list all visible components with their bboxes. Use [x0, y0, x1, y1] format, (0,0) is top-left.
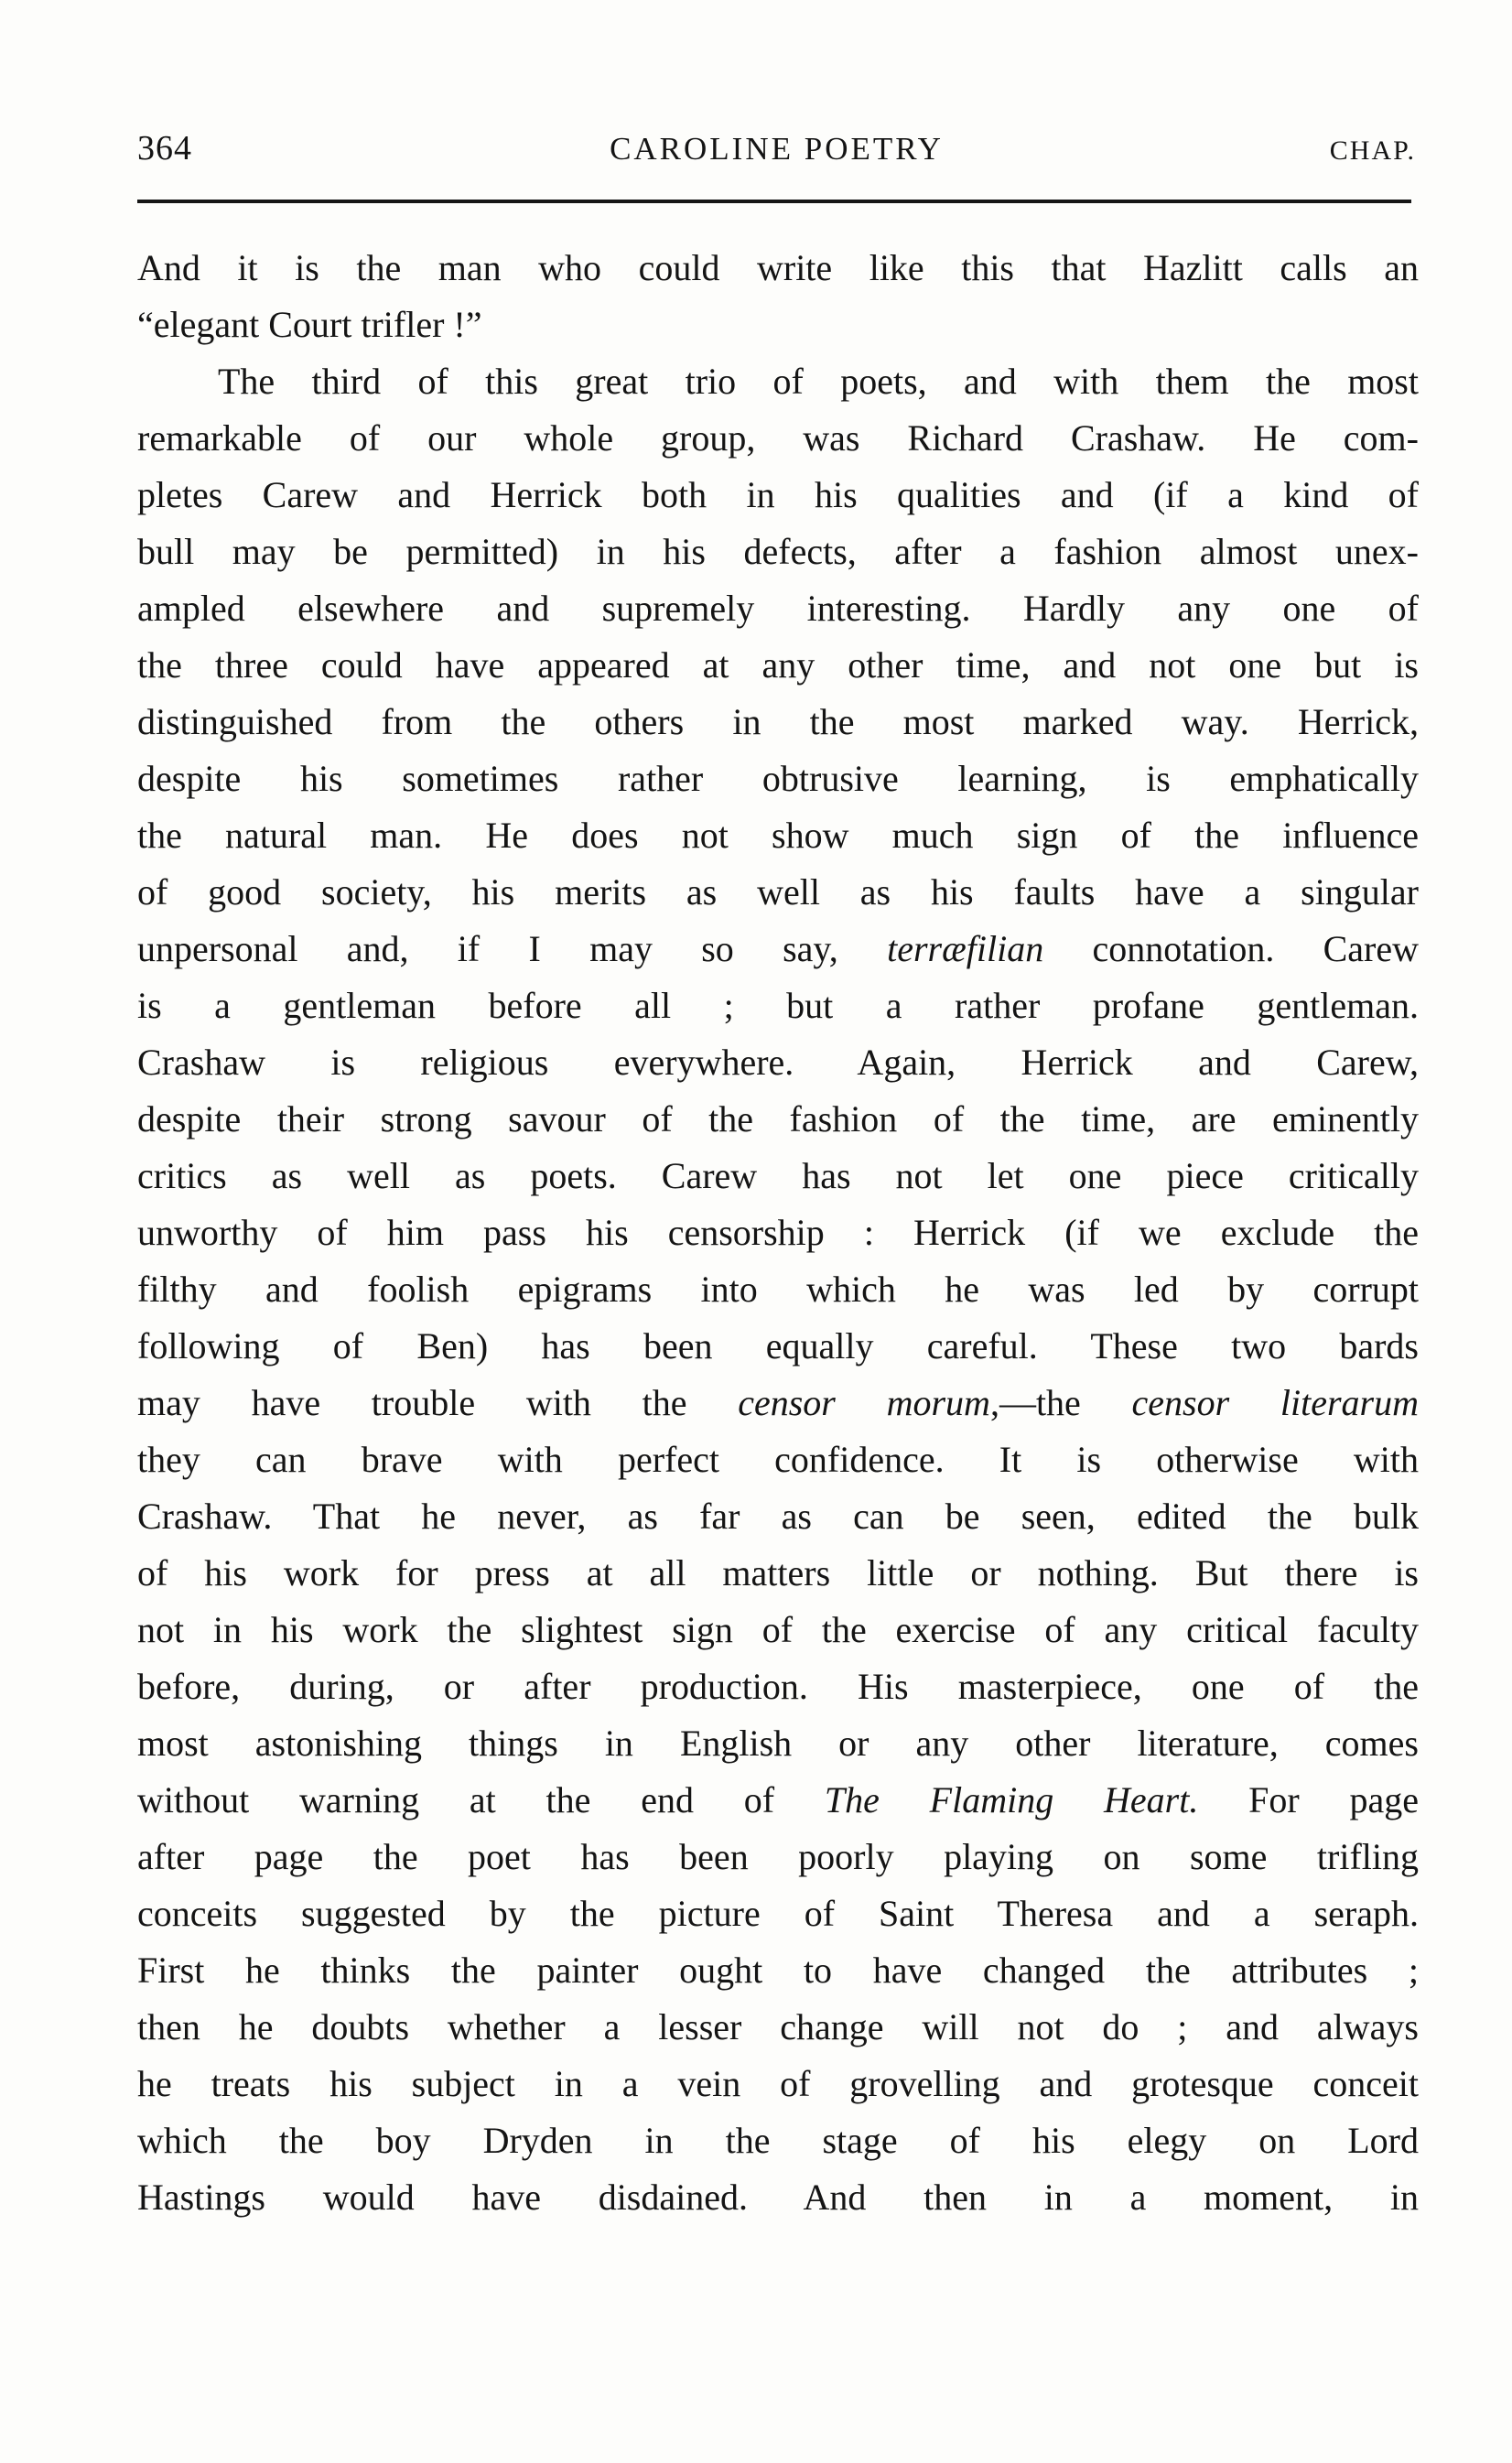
text-line: most astonishing things in English or any other literature, comes [137, 1723, 1419, 1764]
page-body [137, 240, 1419, 2226]
text-line: following of Ben) has been equally careful. These two bards [137, 1325, 1419, 1367]
text-line: not in his work the slightest sign of the exercise of any critical faculty [137, 1609, 1419, 1650]
text-line: of good society, his merits as well as his faults have a singular [137, 871, 1419, 913]
text-line: Crashaw is religious everywhere. Again, Herrick and Carew, [137, 1042, 1419, 1083]
text-line: ampled elsewhere and supremely interesting. Hardly any one of [137, 588, 1419, 629]
text-line: after page the poet has been poorly playing on some trifling [137, 1836, 1419, 1877]
text-line: pletes Carew and Herrick both in his qualities and (if a kind of [137, 474, 1419, 515]
text-line: Hastings would have disdained. And then in a moment, in [137, 2177, 1419, 2218]
text-line: they can brave with perfect confidence. It is otherwise with [137, 1439, 1419, 1480]
page-number: 364 [137, 129, 192, 167]
text-line: remarkable of our whole group, was Richard Crashaw. He com- [137, 417, 1419, 459]
text-line: filthy and foolish epigrams into which he was led by corrupt [137, 1269, 1419, 1310]
running-title: CAROLINE POETRY [610, 131, 944, 167]
text-line: unpersonal and, if I may so say, terræfilian connotation. Carew [137, 928, 1420, 969]
text-line: And it is the man who could write like this that Hazlitt calls an [137, 247, 1419, 288]
chapter-label: CHAP. [1329, 135, 1416, 166]
text-line: critics as well as poets. Carew has not let one piece critically [137, 1155, 1419, 1196]
paragraph [137, 240, 1419, 353]
text-line: conceits suggested by the picture of Saint Theresa and a seraph. [137, 1893, 1419, 1934]
text-line: then he doubts whether a lesser change will not do ; and always [137, 2006, 1419, 2047]
text-line: without warning at the end of The Flaming Heart. For page [137, 1779, 1420, 1820]
text-line: First he thinks the painter ought to have changed the attributes ; [137, 1950, 1419, 1991]
paragraph [137, 353, 1419, 2226]
text-line: may have trouble with the censor morum,—the censor literarum [137, 1382, 1419, 1423]
text-line: distinguished from the others in the most marked way. Herrick, [137, 701, 1419, 742]
text-line: The third of this great trio of poets, and with them the most [218, 361, 1419, 402]
text-line: Crashaw. That he never, as far as can be seen, edited the bulk [137, 1496, 1419, 1537]
text-line: he treats his subject in a vein of grovelling and grotesque conceit [137, 2063, 1419, 2104]
text-line: the natural man. He does not show much sign of the influence [137, 815, 1419, 856]
text-line: is a gentleman before all ; but a rather profane gentleman. [137, 985, 1419, 1026]
header-rule [137, 200, 1411, 203]
text-line: unworthy of him pass his censorship : Herrick (if we exclude the [137, 1212, 1419, 1253]
text-line: before, during, or after production. His masterpiece, one of the [137, 1666, 1419, 1707]
text-line: of his work for press at all matters little or nothing. But there is [137, 1552, 1419, 1593]
running-header [137, 128, 1416, 168]
text-line: bull may be permitted) in his defects, after a fashion almost unex- [137, 531, 1419, 572]
text-line: the three could have appeared at any other time, and not one but is [137, 644, 1419, 686]
text-line: despite their strong savour of the fashion of the time, are eminently [137, 1098, 1419, 1140]
text-line: despite his sometimes rather obtrusive learning, is emphatically [137, 758, 1419, 799]
text-line: “elegant Court trifler !” [137, 304, 482, 345]
text-line: which the boy Dryden in the stage of his elegy on Lord [137, 2120, 1419, 2161]
